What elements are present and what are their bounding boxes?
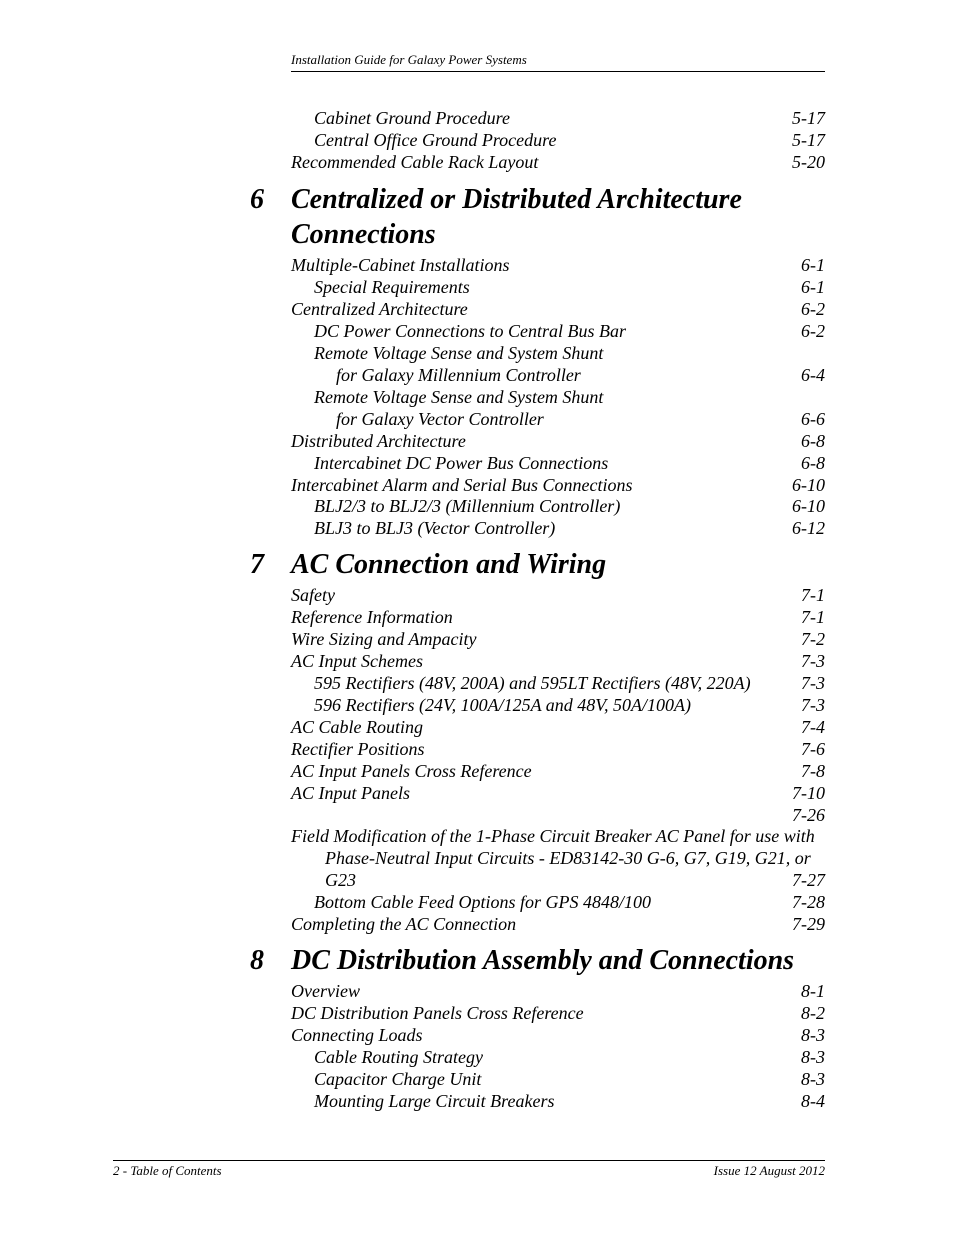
toc-entry-title: Overview: [291, 981, 360, 1001]
toc-entry-page: 6-10: [792, 496, 825, 517]
toc-entry-page: 6-2: [801, 320, 825, 341]
toc-entry-title: BLJ2/3 to BLJ2/3 (Millennium Controller): [314, 496, 621, 517]
toc-entry: [291, 825, 825, 847]
toc-entry: [291, 628, 825, 650]
chapter-number: 8: [250, 945, 264, 976]
chapter-title-line2: Connections: [291, 219, 436, 250]
toc-entry-page: 6-8: [801, 452, 825, 473]
toc-entry: [291, 913, 825, 935]
toc-entry-title: Remote Voltage Sense and System Shunt: [314, 386, 604, 407]
toc-entry-page: 8-3: [801, 1046, 825, 1067]
toc-entry-title: G23: [325, 870, 356, 891]
toc-entry: [325, 869, 825, 891]
toc-entry-page: 8-3: [801, 1024, 825, 1045]
toc-entry-title: Cabinet Ground Procedure: [314, 108, 510, 128]
toc-entry-page: 7-28: [792, 892, 825, 913]
toc-entry: [291, 760, 825, 782]
toc-entry: [291, 1002, 825, 1024]
toc-entry: [314, 320, 825, 342]
toc-entry-title: Cable Routing Strategy: [314, 1046, 483, 1067]
toc-entry: [325, 847, 825, 869]
toc-entry: [291, 1024, 825, 1046]
toc-entry-title: for Galaxy Vector Controller: [336, 408, 544, 429]
toc-entry-title: Multiple-Cabinet Installations: [291, 255, 510, 275]
toc-entry-title: Completing the AC Connection: [291, 914, 517, 935]
toc-entry: [291, 650, 825, 672]
toc-entry: [314, 517, 825, 539]
toc-entry: [291, 254, 825, 276]
toc-entry-title: BLJ3 to BLJ3 (Vector Controller): [314, 518, 556, 539]
toc-entry-page: 5-17: [792, 129, 825, 150]
toc-entry-title: AC Input Schemes: [291, 650, 423, 671]
toc-entry-title: Mounting Large Circuit Breakers: [314, 1090, 555, 1111]
toc-entry: [291, 430, 825, 452]
toc-entry-page: 6-1: [801, 255, 825, 275]
toc-entry-page: 6-12: [792, 518, 825, 539]
toc-entry: [291, 738, 825, 760]
toc-entry-title: 595 Rectifiers (48V, 200A) and 595LT Rectifiers (48V, 220A): [314, 672, 751, 693]
chapter-number: 6: [250, 184, 264, 215]
toc-entry: [314, 891, 825, 913]
toc-entry: [291, 804, 825, 826]
toc-entry-page: 6-1: [801, 276, 825, 297]
toc-entry: [336, 408, 825, 430]
toc-entry: [291, 151, 825, 173]
toc-entry-page: 7-8: [801, 760, 825, 781]
toc-entry-title: Field Modification of the 1-Phase Circuit Breaker AC Panel for use with: [291, 826, 815, 847]
toc-entry-title: Rectifier Positions: [291, 738, 425, 759]
toc-entry: [314, 276, 825, 298]
toc-entry-page: 7-3: [801, 694, 825, 715]
toc-entry-page: 5-17: [792, 108, 825, 128]
toc-entry: [314, 672, 825, 694]
toc-entry-title: Intercabinet Alarm and Serial Bus Connections: [291, 474, 633, 495]
toc-entry-page: 8-2: [801, 1002, 825, 1023]
toc-entry: [291, 716, 825, 738]
toc-entry: [314, 386, 825, 408]
toc-entry-title: Phase-Neutral Input Circuits - ED83142-30 G-6, G7, G19, G21, or: [325, 848, 811, 869]
toc-entry: [314, 129, 825, 151]
toc-entry-title: AC Input Panels Cross Reference: [291, 760, 532, 781]
toc-entry: [314, 1046, 825, 1068]
toc-entry-title: Remote Voltage Sense and System Shunt: [314, 342, 604, 363]
toc-entry-page: 8-1: [801, 981, 825, 1001]
toc-entry: [314, 452, 825, 474]
footer-rule: [113, 1160, 825, 1161]
toc-entry-title: Reference Information: [291, 606, 453, 627]
toc-entry-page: 7-3: [801, 650, 825, 671]
toc-entry: [291, 782, 825, 804]
toc-entry-title: DC Distribution Panels Cross Reference: [291, 1002, 584, 1023]
toc-entry-page: 7-10: [792, 782, 825, 803]
toc-entry: [291, 474, 825, 496]
toc-entry-page: 6-8: [801, 430, 825, 451]
footer-left: 2 - Table of Contents: [113, 1163, 222, 1178]
toc-entry: [314, 694, 825, 716]
toc-entry: [291, 298, 825, 320]
toc-entry-title: Centralized Architecture: [291, 298, 468, 319]
toc-entry-title: DC Power Connections to Central Bus Bar: [314, 320, 626, 341]
running-header: Installation Guide for Galaxy Power Systems: [291, 52, 825, 72]
toc-entry: [314, 1090, 825, 1112]
toc-entry-page: 7-1: [801, 606, 825, 627]
toc-entry-title: AC Cable Routing: [291, 716, 423, 737]
chapter-title: DC Distribution Assembly and Connections: [291, 945, 795, 976]
toc-entry-title: Wire Sizing and Ampacity: [291, 628, 477, 649]
toc-entry-title: Intercabinet DC Power Bus Connections: [314, 452, 609, 473]
toc-entry-title: 596 Rectifiers (24V, 100A/125A and 48V, 50A/100A): [314, 694, 691, 715]
toc-entry-title: Capacitor Charge Unit: [314, 1068, 482, 1089]
toc-entry-page: 7-2: [801, 628, 825, 649]
chapter-title: AC Connection and Wiring: [291, 549, 607, 580]
toc-entry-title: Safety: [291, 585, 335, 605]
chapter-title: Centralized or Distributed Architecture: [291, 184, 742, 215]
toc-entry-title: Bottom Cable Feed Options for GPS 4848/100: [314, 892, 651, 913]
footer-right: Issue 12 August 2012: [713, 1163, 825, 1178]
toc-entry: [291, 980, 825, 1002]
toc-entry-page: 7-3: [801, 672, 825, 693]
toc-entry-page: 8-4: [801, 1090, 825, 1111]
toc-entry-page: 6-10: [792, 474, 825, 495]
toc-entry-title: AC Input Panels: [291, 782, 410, 803]
toc-entry-page: 6-2: [801, 298, 825, 319]
toc-entry-title: Distributed Architecture: [291, 430, 466, 451]
toc-entry-page: 7-1: [801, 585, 825, 605]
toc-entry-page: 7-29: [792, 914, 825, 935]
toc-entry: [314, 342, 825, 364]
toc-entry: [314, 495, 825, 517]
toc-entry-title: Special Requirements: [314, 276, 470, 297]
toc-entry: [314, 107, 825, 129]
toc-entry-title: Recommended Cable Rack Layout: [291, 151, 539, 172]
toc-entry-page: 7-4: [801, 716, 825, 737]
toc-entry-title: for Galaxy Millennium Controller: [336, 364, 581, 385]
toc-entry-page: 7-26: [792, 804, 825, 825]
toc-entry-title: Connecting Loads: [291, 1024, 423, 1045]
toc-entry-page: 6-4: [801, 364, 825, 385]
toc-entry-page: 7-6: [801, 738, 825, 759]
toc-entry-page: 7-27: [792, 870, 825, 891]
toc-entry: [291, 584, 825, 606]
toc-entry-page: 8-3: [801, 1068, 825, 1089]
toc-entry: [336, 364, 825, 386]
toc-entry: [314, 1068, 825, 1090]
toc-entry-title: Central Office Ground Procedure: [314, 129, 557, 150]
chapter-number: 7: [250, 549, 264, 580]
toc-entry: [291, 606, 825, 628]
toc-entry-page: 6-6: [801, 408, 825, 429]
toc-entry-page: 5-20: [792, 151, 825, 172]
